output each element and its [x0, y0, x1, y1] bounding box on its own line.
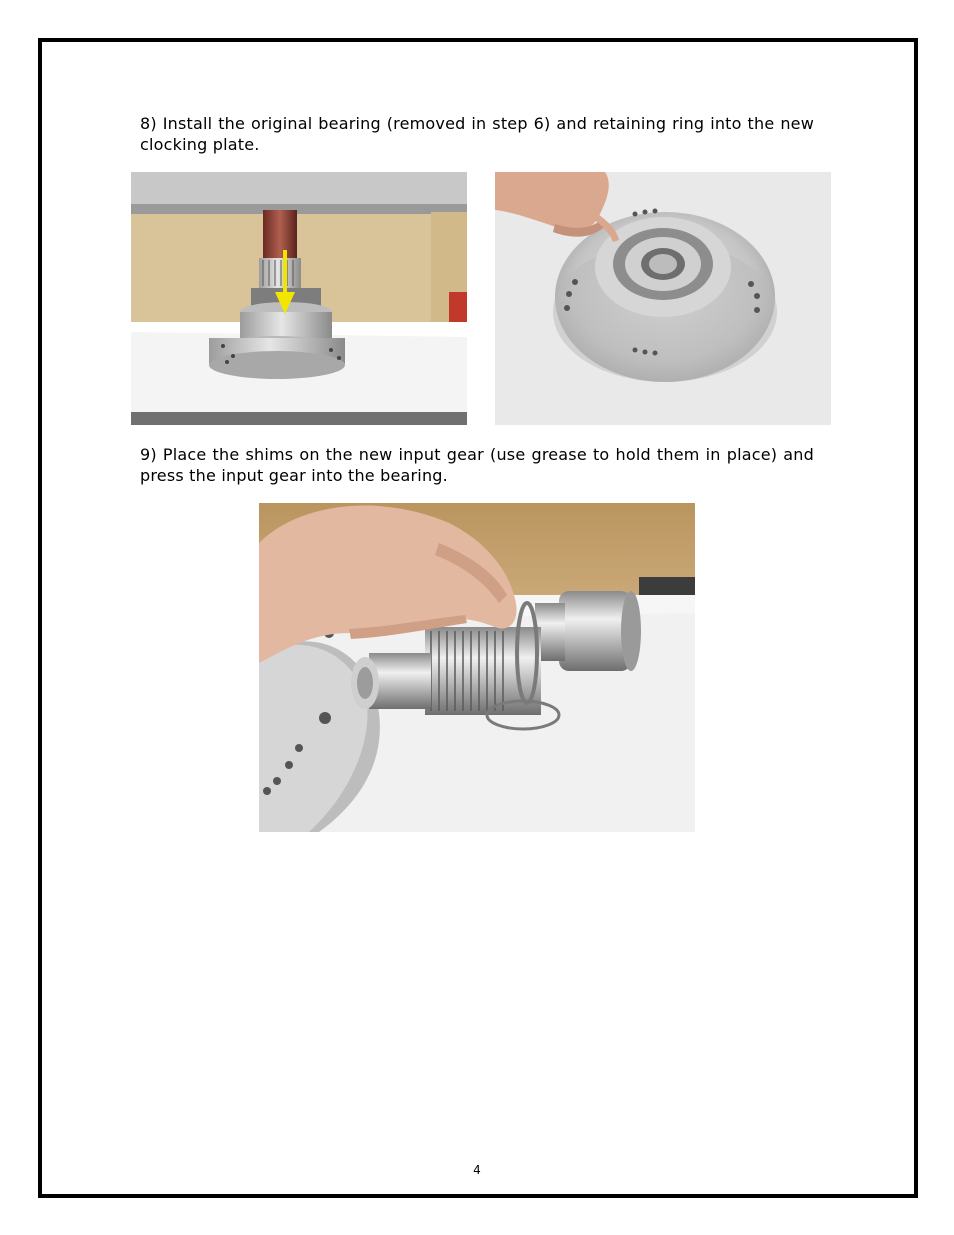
clocking-plate-photo [495, 172, 831, 425]
page-number: 4 [473, 1163, 481, 1177]
input-gear-shims-photo [259, 503, 695, 832]
step-9-instruction: 9) Place the shims on the new input gear (use grease to hold them in place) and press the input gear into the bearing. [140, 445, 814, 485]
press-bearing-photo [131, 172, 467, 425]
step-8-instruction: 8) Install the original bearing (removed in step 6) and retaining ring into the new clocking plate. [140, 114, 814, 154]
